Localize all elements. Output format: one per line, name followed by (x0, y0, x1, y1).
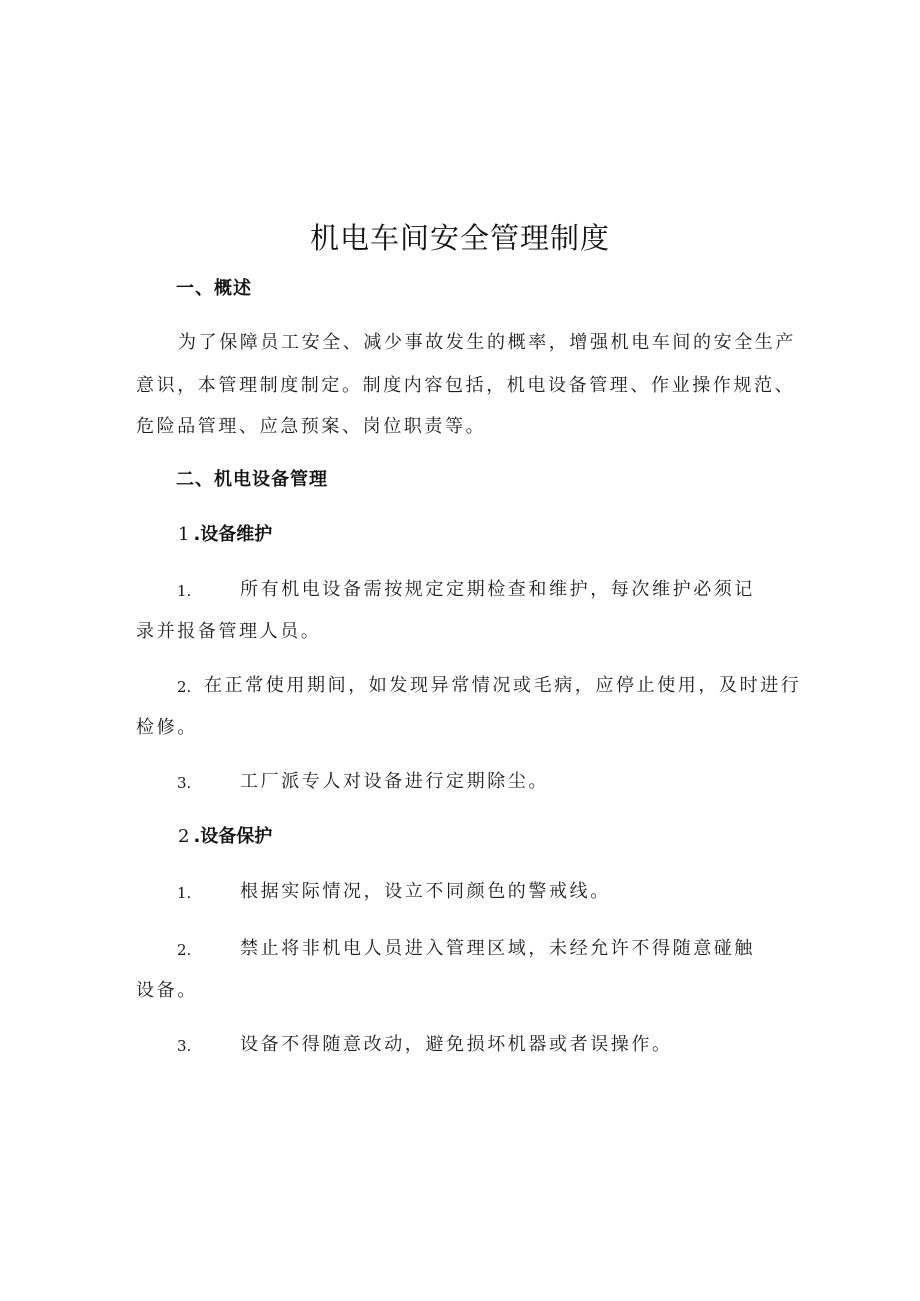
section-1-heading: 一、概述 (176, 278, 252, 299)
subsection-1-number: 1 (178, 524, 190, 545)
list-item-line: 设备。 (136, 980, 198, 1001)
document-title: 机电车间安全管理制度 (309, 221, 610, 255)
item-number: 2. (177, 941, 192, 959)
section-2-heading: 二、机电设备管理 (176, 469, 328, 490)
list-item-line: 所有机电设备需按规定定期检查和维护，每次维护必须记 (240, 579, 755, 600)
subsection-1-heading (178, 522, 272, 548)
item-number: 3. (177, 1037, 192, 1055)
item-number: 2. (177, 678, 192, 696)
list-item-line: 工厂派专人对设备进行定期除尘。 (240, 771, 549, 792)
item-number: 1. (177, 582, 192, 600)
item-number: 1. (177, 884, 192, 902)
paragraph-line-3: 危险品管理、应急预案、岗位职责等。 (136, 416, 487, 437)
subsection-2-label: .设备保护 (193, 826, 273, 847)
subsection-1-label: .设备维护 (193, 524, 273, 545)
list-item-line: 检修。 (136, 717, 198, 738)
subsection-2-number: 2 (178, 826, 190, 847)
list-item-line: 录并报备管理人员。 (136, 621, 322, 642)
list-item-line: 在正常使用期间，如发现异常情况或毛病，应停止使用，及时进行 (204, 675, 802, 696)
paragraph-line-1: 为了保障员工安全、减少事故发生的概率，增强机电车间的安全生产 (178, 332, 796, 353)
list-item-line: 禁止将非机电人员进入管理区域，未经允许不得随意碰触 (240, 938, 755, 959)
list-item-line: 根据实际情况，设立不同颜色的警戒线。 (240, 881, 611, 902)
subsection-2-heading (178, 824, 272, 850)
list-item-line: 设备不得随意改动，避免损坏机器或者误操作。 (240, 1034, 673, 1055)
item-number: 3. (177, 774, 192, 792)
paragraph-line-2: 意识，本管理制度制定。制度内容包括，机电设备管理、作业操作规范、 (136, 375, 796, 396)
